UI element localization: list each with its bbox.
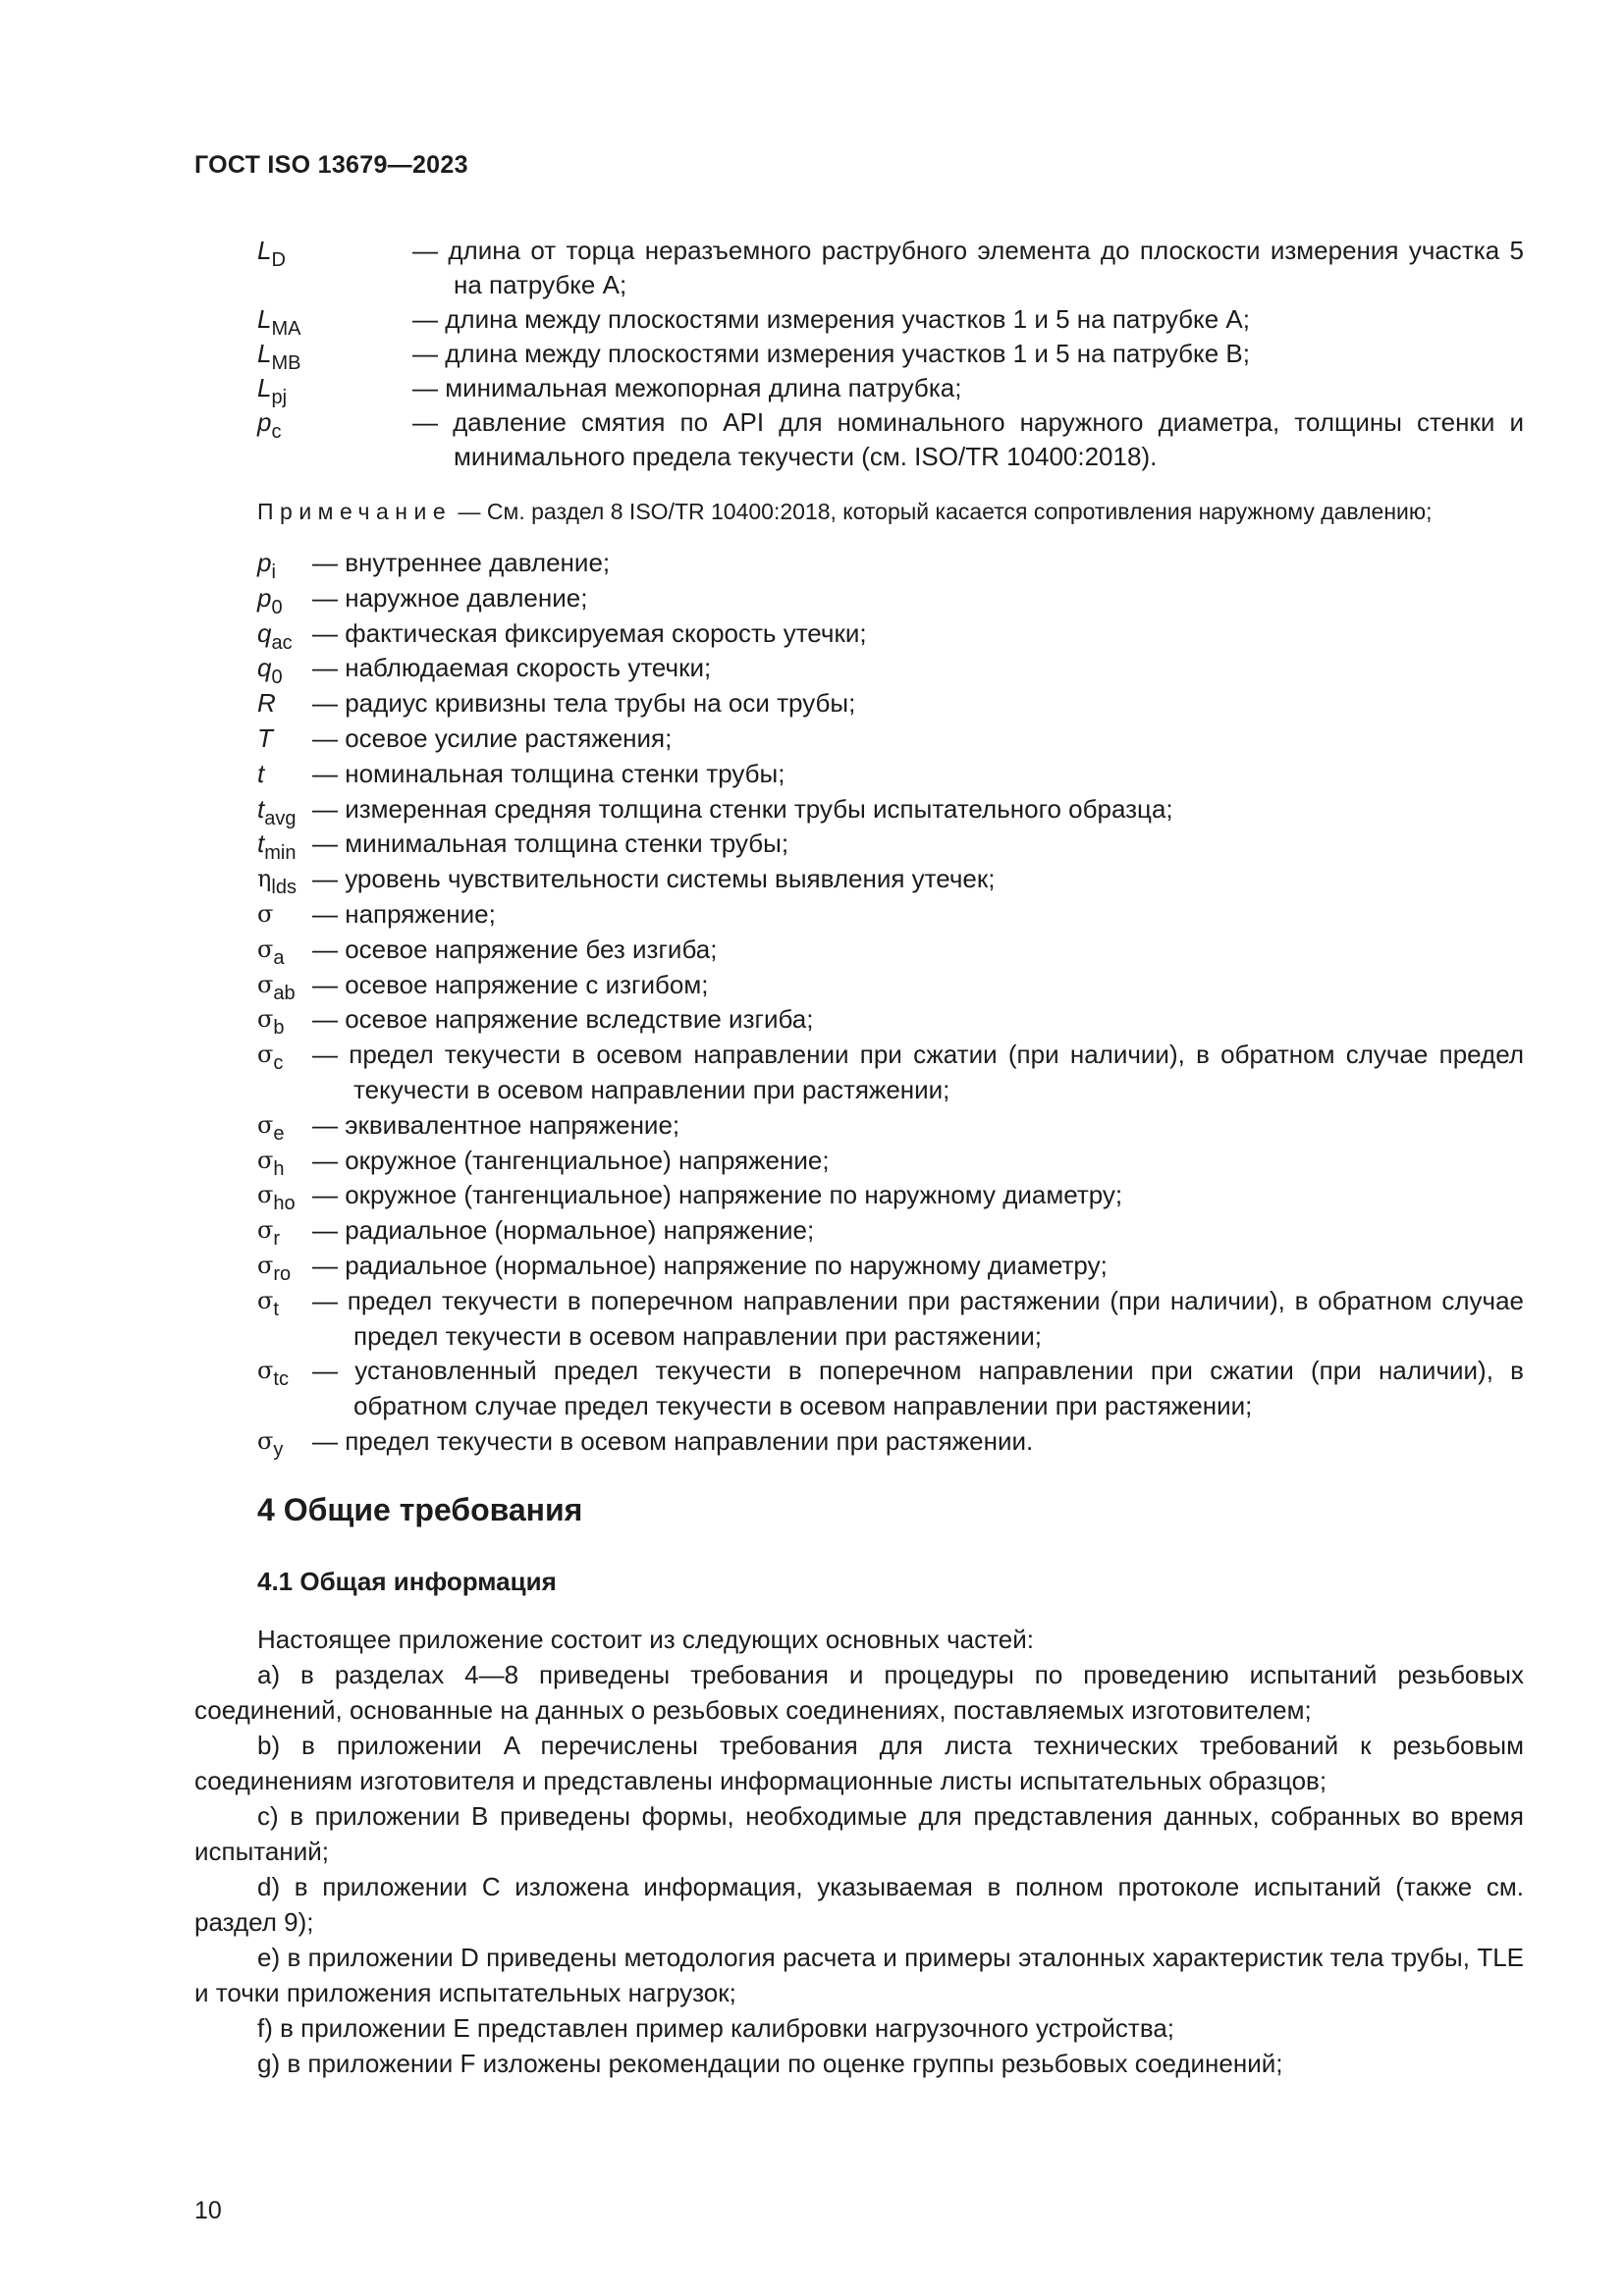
symbol: $p_0$ <box>257 582 283 618</box>
symbol: $\sigma_t$ <box>257 1286 279 1320</box>
symbol: $\sigma_r$ <box>257 1216 281 1251</box>
definition-text: — измеренная средняя толщина стенки трубы испытательного образца; <box>312 793 1173 824</box>
definition-text: — окружное (тангенциальное) напряжение по наружному диаметру; <box>312 1180 1123 1210</box>
symbol: t <box>257 758 265 788</box>
definition-row <box>257 968 1524 1003</box>
definition-text: — предел текучести в поперечном направлении при растяжении (при наличии), в обратном случае предел текучести в осевом направлении при растяжении; <box>312 1285 1524 1351</box>
symbol: $L_{MA}$ <box>257 304 301 340</box>
definition-text: — номинальная толщина стенки трубы; <box>312 758 785 788</box>
definition-text: — наружное давление; <box>312 582 588 613</box>
definition-row <box>257 1284 1524 1355</box>
definition-row <box>257 616 1524 652</box>
symbol: T <box>257 722 273 753</box>
definition-text: — установленный предел текучести в поперечном направлении при сжатии (при наличии), в обратном случае предел текучести в осевом направлении при растяжении; <box>312 1356 1524 1421</box>
symbol: $\eta_{lds}$ <box>257 865 297 899</box>
definition-row <box>257 862 1524 897</box>
symbol: σ <box>257 899 274 928</box>
definition-text: — внутреннее давление; <box>312 548 611 577</box>
symbol: $t_{avg}$ <box>257 793 297 829</box>
note-text: — См. раздел 8 ISO/TR 10400:2018, который касается сопротивления наружному давлению; <box>452 499 1433 524</box>
definition-text: — предел текучести в осевом направлении при сжатии (при наличии), в обратном случае предел текучести в осевом направлении при растяжении; <box>312 1040 1524 1104</box>
note <box>257 496 1433 527</box>
symbol: $L_{pj}$ <box>257 373 288 408</box>
body-paragraph: g) в приложении F изложены рекомендации по оценке группы резьбовых соединений; <box>257 2049 1283 2078</box>
subsection-heading: 4.1 Общая информация <box>257 1567 557 1596</box>
symbol-definitions-list-b <box>257 546 1524 1460</box>
definition-row <box>257 302 1524 340</box>
symbol: $t_{min}$ <box>257 828 297 865</box>
section-body <box>194 1622 1524 2081</box>
definition-row <box>257 581 1524 616</box>
symbol: $\sigma_h$ <box>257 1146 285 1180</box>
definition-row <box>257 651 1524 689</box>
definition-text: — минимальная толщина стенки трубы; <box>312 828 789 859</box>
definition-row <box>257 1144 1524 1179</box>
definition-row <box>257 1354 1524 1424</box>
symbol: $\sigma_y$ <box>257 1426 284 1461</box>
definition-text: — осевое напряжение вследствие изгиба; <box>312 1004 814 1035</box>
page-number: 10 <box>194 2197 222 2224</box>
symbol: $p_i$ <box>257 548 276 583</box>
definition-row <box>257 686 1524 721</box>
definition-row <box>257 897 1524 933</box>
symbol: $q_{ac}$ <box>257 617 293 654</box>
definition-text: — напряжение; <box>312 898 496 929</box>
definition-text: — длина между плоскостями измерения участков 1 и 5 на патрубке B; <box>412 339 1250 368</box>
definition-row <box>257 1213 1524 1249</box>
definition-text: — радиус кривизны тела трубы на оси трубы; <box>312 688 856 719</box>
definition-text: — длина от торца неразъемного раструбного элемента до плоскости измерения участка 5 на патрубке A; <box>412 236 1524 299</box>
definition-text: — предел текучести в осевом направлении при растяжении. <box>312 1425 1034 1456</box>
definition-row <box>257 234 1524 302</box>
symbol: $\sigma_{tc}$ <box>257 1357 289 1391</box>
definition-row <box>257 405 1524 474</box>
symbol: R <box>257 688 276 719</box>
body-paragraph: Настоящее приложение состоит из следующих основных частей: <box>257 1625 1034 1654</box>
definition-text: — радиальное (нормальное) напряжение по наружному диаметру; <box>312 1250 1108 1280</box>
definition-row <box>257 546 1524 581</box>
body-paragraph: c) в приложении B приведены формы, необходимые для представления данных, собранных во время испытаний; <box>194 1801 1524 1866</box>
symbol: $\sigma_{ho}$ <box>257 1181 296 1215</box>
definition-text: — осевое напряжение с изгибом; <box>312 969 709 999</box>
body-paragraph: e) в приложении D приведены методология расчета и примеры эталонных характеристик тела трубы, TLE и точки приложения испытательных нагрузок; <box>194 1943 1524 2007</box>
symbol-definitions-list-a <box>257 234 1524 474</box>
definition-text: — окружное (тангенциальное) напряжение; <box>312 1145 830 1175</box>
definition-row <box>257 337 1524 374</box>
definition-row <box>257 1424 1524 1460</box>
symbol: $\sigma_c$ <box>257 1041 284 1075</box>
body-paragraph: b) в приложении A перечислены требования для листа технических требований к резьбовым соединениям изготовителя и представлены информационные листы испытательных образцов; <box>194 1731 1524 1795</box>
definition-text: — давление смятия по API для номинального наружного диаметра, толщины стенки и минимального предела текучести (см. ISO/TR 10400:2018). <box>412 407 1524 471</box>
definition-row <box>257 757 1524 792</box>
document-header: ГОСТ ISO 13679—2023 <box>194 151 468 179</box>
definition-text: — фактическая фиксируемая скорость утечки; <box>312 617 867 648</box>
definition-row <box>257 371 1524 408</box>
body-paragraph: f) в приложении E представлен пример калибровки нагрузочного устройства; <box>257 2013 1175 2043</box>
section-heading: 4 Общие требования <box>257 1492 583 1527</box>
definition-row <box>257 1178 1524 1213</box>
symbol: $p_c$ <box>257 407 282 443</box>
symbol: $\sigma_e$ <box>257 1110 285 1145</box>
definition-text: — минимальная межопорная длина патрубка; <box>412 373 962 402</box>
body-paragraph: d) в приложении C изложена информация, указываемая в полном протоколе испытаний (также см. раздел 9); <box>194 1872 1524 1937</box>
definition-text: — наблюдаемая скорость утечки; <box>312 653 712 683</box>
definition-row <box>257 1002 1524 1038</box>
symbol: $L_{MB}$ <box>257 339 301 374</box>
body-paragraph: a) в разделах 4—8 приведены требования и процедуры по проведению испытаний резьбовых соединений, основанные на данных о резьбовых соединениях, поставляемых изготовителем; <box>194 1660 1524 1725</box>
definition-text: — осевое напряжение без изгиба; <box>312 934 718 964</box>
symbol: $q_0$ <box>257 653 283 689</box>
definition-row <box>257 933 1524 968</box>
note-label: Примечание <box>257 499 453 524</box>
symbol: $L_D$ <box>257 236 286 271</box>
definition-row <box>257 1108 1524 1144</box>
definition-text: — длина между плоскостями измерения участков 1 и 5 на патрубке A; <box>412 304 1250 334</box>
symbol: $\sigma_{ro}$ <box>257 1251 292 1285</box>
definition-text: — осевое усилие растяжения; <box>312 722 673 753</box>
definition-text: — радиальное (нормальное) напряжение; <box>312 1215 815 1246</box>
definition-text: — уровень чувствительности системы выявления утечек; <box>312 864 996 894</box>
symbol: $\sigma_{ab}$ <box>257 970 296 1004</box>
definition-text: — эквивалентное напряжение; <box>312 1109 680 1140</box>
definition-row <box>257 1038 1524 1108</box>
definition-row <box>257 792 1524 828</box>
symbol: $\sigma_a$ <box>257 934 285 969</box>
definition-row <box>257 1249 1524 1284</box>
symbol: $\sigma_b$ <box>257 1005 285 1040</box>
definition-row <box>257 721 1524 757</box>
definition-row <box>257 827 1524 865</box>
